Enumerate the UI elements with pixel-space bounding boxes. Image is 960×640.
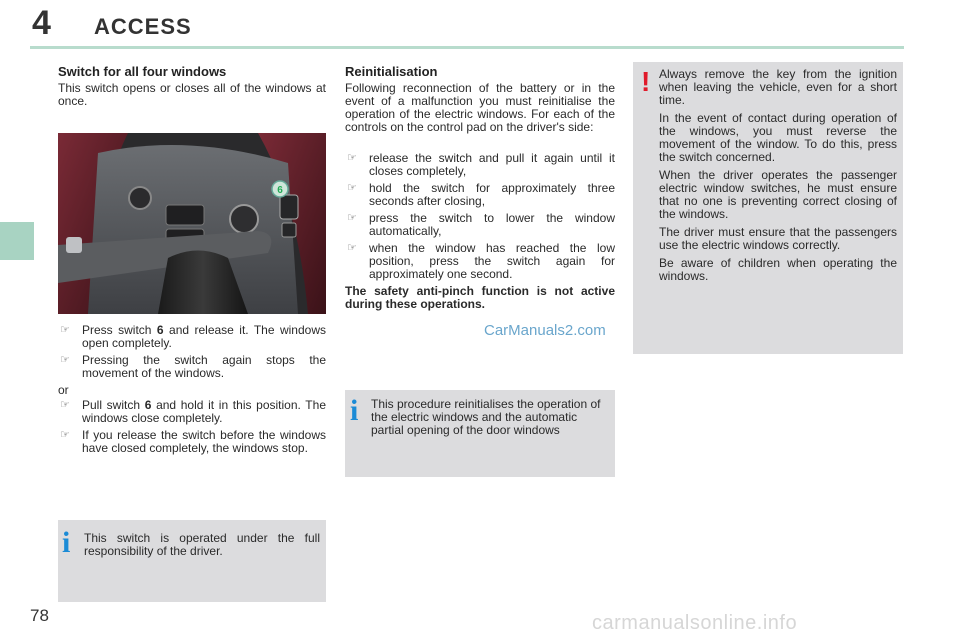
warning-paragraphs [659, 68, 897, 283]
warning-paragraph: In the event of contact during operation of the windows, you must reverse the movement of the window. To do this, press the switch concerned. [659, 111, 897, 164]
info-box-reinit [345, 390, 615, 477]
bullet-text: Pressing the switch again stops the movement of the windows. [82, 353, 326, 380]
switch-instructions [58, 324, 326, 459]
switch-6-callout-label: 6 [277, 185, 283, 196]
section-heading-reinit: Reinitialisation [345, 64, 438, 79]
pointing-hand-icon: ☞ [347, 212, 357, 224]
bullet-text: Pull switch [82, 398, 145, 412]
section-heading-switch: Switch for all four windows [58, 64, 227, 79]
list-item [345, 182, 615, 208]
list-item [345, 212, 615, 238]
window-switch-photo [58, 133, 326, 314]
chapter-number: 4 [32, 4, 51, 42]
info-icon: i [62, 526, 71, 559]
bullet-text: hold the switch for approximately three seconds after closing, [369, 181, 615, 208]
list-item [58, 324, 326, 350]
car-console-illustration [58, 133, 326, 314]
pointing-hand-icon: ☞ [60, 429, 70, 441]
info-icon: i [350, 394, 359, 427]
bullet-text: Press switch [82, 323, 157, 337]
chapter-title: ACCESS [94, 14, 192, 39]
list-item [58, 399, 326, 425]
bullet-text: when the window has reached the low position, press the switch again for approximately one second. [369, 241, 615, 281]
list-item [58, 429, 326, 455]
footer-watermark: carmanualsonline.info [592, 612, 798, 634]
list-item [345, 152, 615, 178]
warning-paragraph: The driver must ensure that the passengers use the electric windows correctly. [659, 225, 897, 252]
header-divider [30, 46, 904, 49]
pointing-hand-icon: ☞ [60, 399, 70, 411]
or-separator: or [58, 383, 69, 397]
warning-paragraph: Be aware of children when operating the windows. [659, 256, 897, 283]
list-item [345, 242, 615, 281]
info-text: This switch is operated under the full responsibility of the driver. [84, 531, 320, 558]
pointing-hand-icon: ☞ [347, 242, 357, 254]
info-box-responsibility [58, 520, 326, 602]
warning-exclamation-icon: ! [641, 66, 651, 97]
pointing-hand-icon: ☞ [60, 324, 70, 336]
info-text: This procedure reinitialises the operation of the electric windows and the automatic partial opening of the door windows [371, 397, 601, 437]
page-number: 78 [30, 606, 49, 625]
bullet-text-cont: and hold it in this position. The windows close completely. [82, 398, 326, 425]
switch-number: 6 [144, 398, 152, 412]
reinit-steps [345, 152, 615, 311]
pointing-hand-icon: ☞ [60, 354, 70, 366]
reinit-intro: Following reconnection of the battery or in the event of a malfunction you must reinitialise the operation of the electric windows. For each of the controls on the control pad on the driver's side: [345, 81, 615, 134]
switch-number: 6 [156, 323, 164, 337]
list-item [58, 354, 326, 380]
warning-box [633, 62, 903, 354]
bullet-text: If you release the switch before the windows have closed completely, the windows stop. [82, 428, 326, 455]
warning-paragraph: When the driver operates the passenger electric window switches, he must ensure that no one is preventing correct closing of the windows. [659, 168, 897, 221]
site-watermark: CarManuals2.com [484, 322, 606, 339]
warning-paragraph: Always remove the key from the ignition when leaving the vehicle, even for a short time. [659, 67, 897, 107]
anti-pinch-warning: The safety anti-pinch function is not active during these operations. [345, 284, 615, 311]
bullet-text: press the switch to lower the window automatically, [369, 211, 615, 238]
pointing-hand-icon: ☞ [347, 182, 357, 194]
bullet-text-cont: and release it. The windows open completely. [82, 323, 326, 350]
chapter-side-tab [0, 222, 34, 260]
pointing-hand-icon: ☞ [347, 152, 357, 164]
bullet-text: release the switch and pull it again until it closes completely, [369, 151, 615, 178]
switch-intro: This switch opens or closes all of the windows at once. [58, 81, 326, 108]
